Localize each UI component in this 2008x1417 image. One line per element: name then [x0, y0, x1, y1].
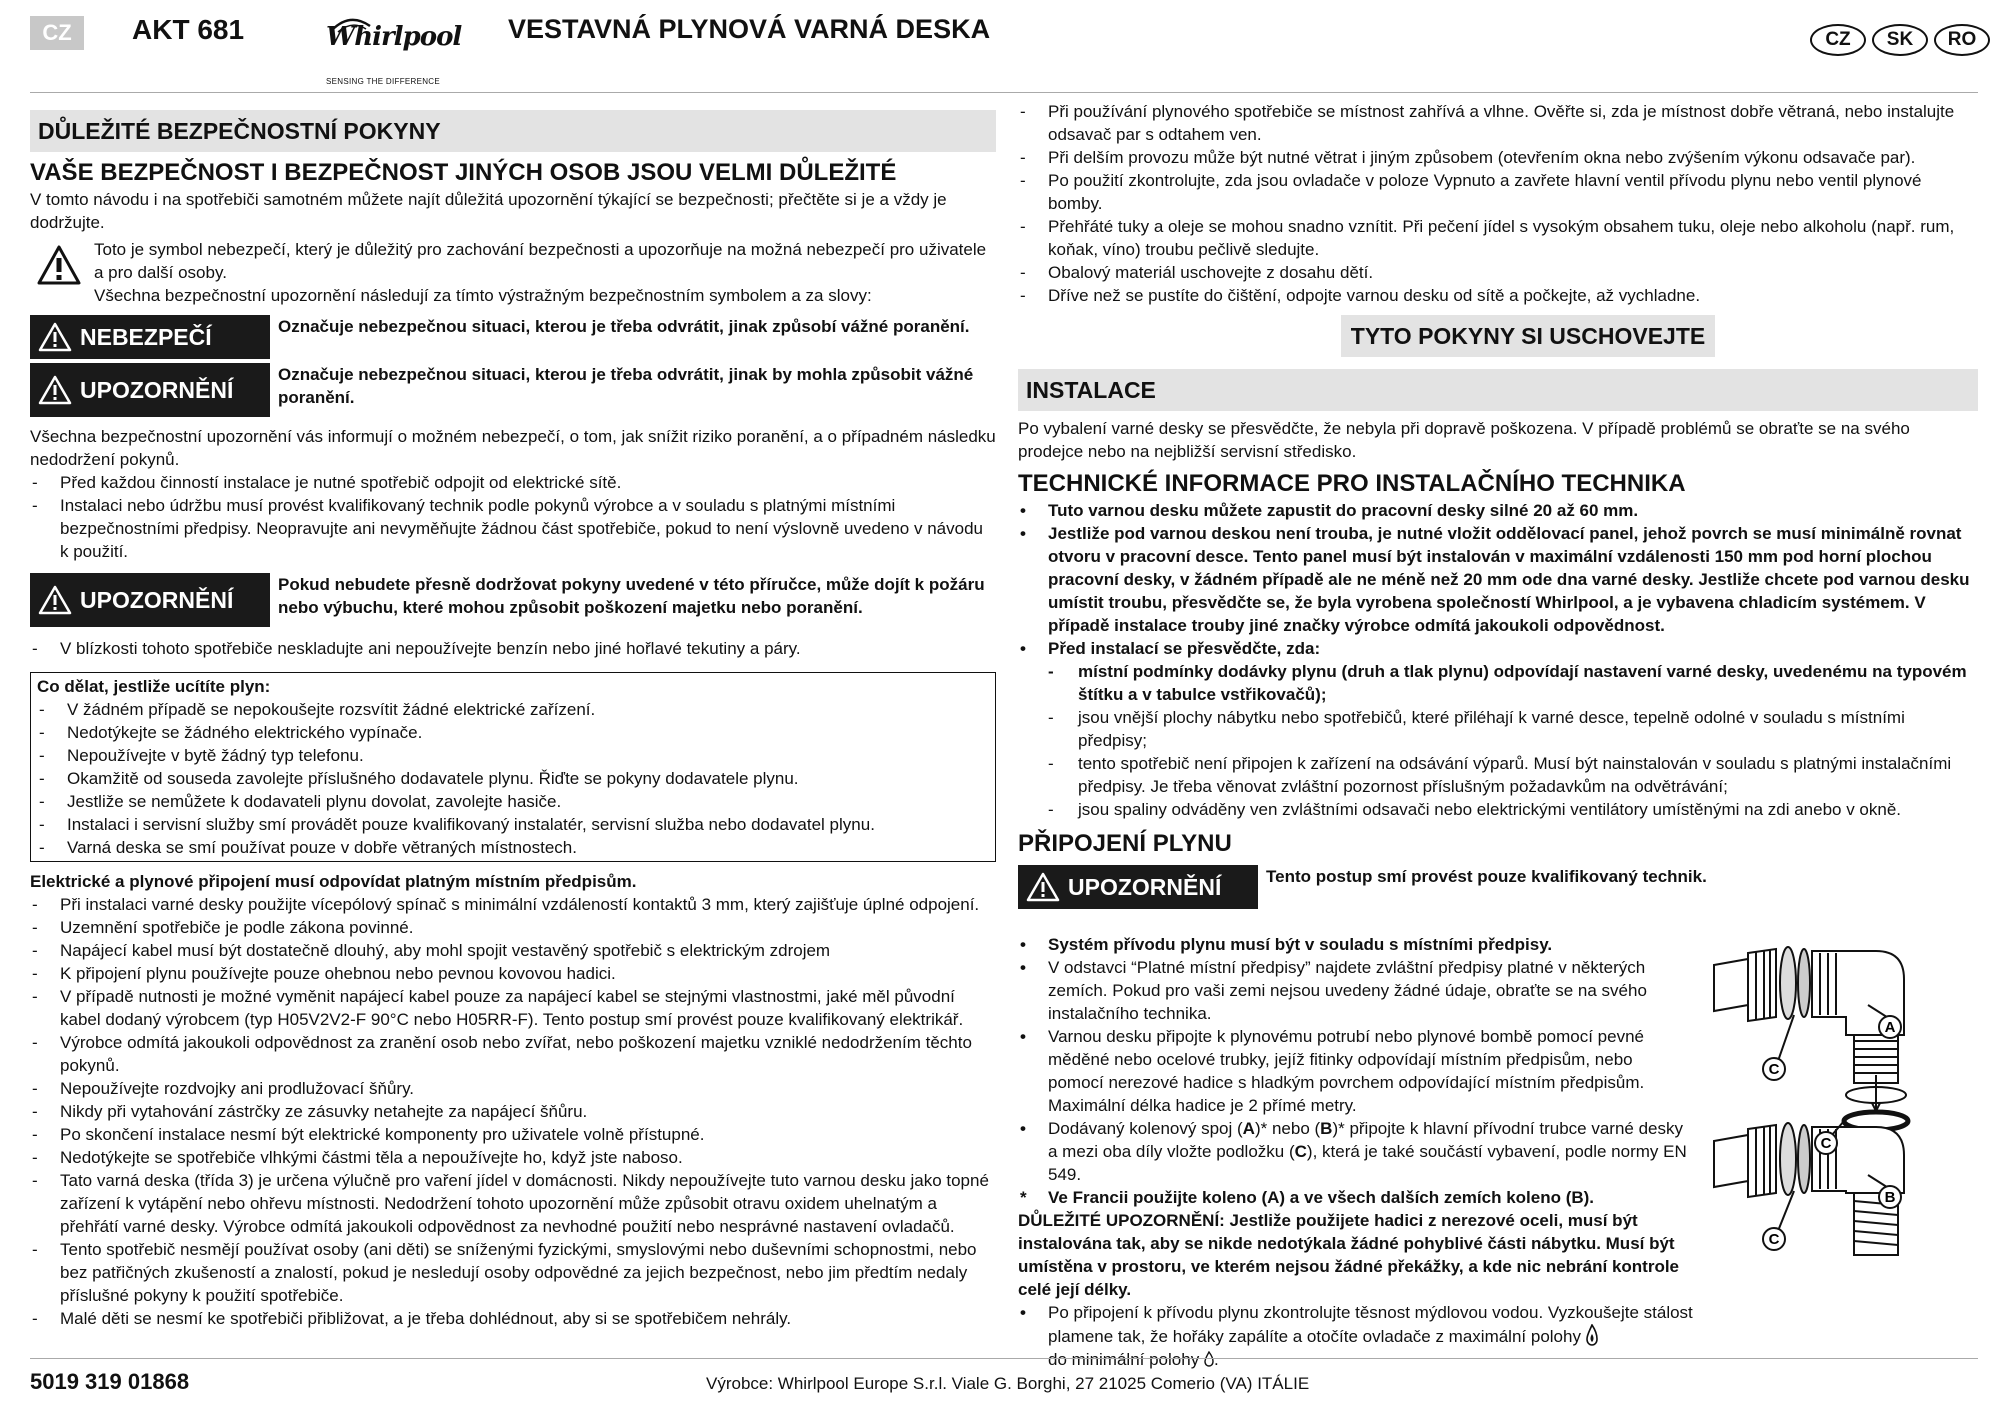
lang-badge-sk: SK: [1872, 24, 1928, 56]
text-fragment: Po připojení k přívodu plynu zkontrolujte těsnost mýdlovou vodou. Vyzkoušejte stálost plamene tak, že hořáky zapálíte a otočíte ovladače z maximální polohy: [1048, 1303, 1693, 1346]
list-item: - jsou vnější plochy nábytku nebo spotřebičů, které přiléhají k varné desce, tepelně odolné v souladu s místními předpisy;: [1018, 706, 1978, 752]
list-item: - Přehřáté tuky a oleje se mohou snadno vznítit. Při pečení jídel s vysokým obsahem tuku, oleje nebo alkoholu (např. rum, koňak, víno) troubu pečlivě sledujte.: [1018, 215, 1978, 261]
diagram-label-b: B: [1884, 1189, 1896, 1206]
list-item: - Výrobce odmítá jakoukoli odpovědnost za zranění osob nebo zvířat, nebo poškození majetku vzniklé nedodržením těchto pokynů.: [30, 1031, 996, 1077]
list-item: - tento spotřebič není připojen k zařízení na odsávání výparů. Musí být nainstalován v souladu s platnými instalačními předpisy. Je třeba věnovat zvláštní pozornost příslušným požadavkům na odvětrávání;: [1018, 752, 1978, 798]
warning-triangle-icon: [38, 375, 72, 405]
list-item: - Po skončení instalace nesmí být elektrické komponenty pro uživatele volně přístupné.: [30, 1123, 996, 1146]
list-item: - jsou spaliny odváděny ven zvláštními odsavači nebo elektrickými ventilátory umístěnými na zdi anebo v okně.: [1018, 798, 1978, 821]
list-item: - V blízkosti tohoto spotřebiče neskladujte ani nepoužívejte benzín nebo jiné hořlavé tekutiny a páry.: [30, 637, 996, 660]
danger-row: [30, 315, 996, 359]
warning2-row: [30, 573, 996, 627]
warning2-text: Pokud nebudete přesně dodržovat pokyny uvedené v této příručce, může dojít k požáru nebo výbuchu, které mohou způsobit poškození majetku nebo poranění.: [278, 575, 985, 617]
list-item: • Varnou desku připojte k plynovému potrubí nebo plynové bombě pomocí pevné měděné nebo ocelové trubky, jejíž fitinky odpovídají místním předpisům, nebo pomocí nerezové hadice s hladkým povrchem odpovídající místním předpisům. Maximální délka hadice je 2 přímé metry.: [1018, 1025, 1690, 1117]
list-item: • V odstavci “Platné místní předpisy” najdete zvláštní předpisy platné v některých zemích. Pokud pro vaši zemi nejsou uvedeny žádné údaje, obraťte se na svého instalačního technika.: [1018, 956, 1690, 1025]
diagram-label-a: A: [1884, 1019, 1896, 1036]
danger-text: Označuje nebezpečnou situaci, kterou je třeba odvrátit, jinak způsobí vážné poranění.: [278, 317, 970, 336]
warning2-label: UPOZORNĚNÍ: [80, 586, 234, 613]
section-title-safety: DŮLEŽITÉ BEZPEČNOSTNÍ POKYNY: [30, 110, 996, 152]
electrical-list: [30, 893, 996, 1330]
lang-badge-ro: RO: [1934, 24, 1990, 56]
list-item: [1018, 1301, 1698, 1371]
gas-warning-label: UPOZORNĚNÍ: [1068, 873, 1222, 900]
warning-row: [30, 363, 996, 417]
symbol-explanation: [30, 238, 996, 307]
ventilation-list: [1018, 100, 1978, 307]
gas-connection-text: [1018, 933, 1690, 1301]
warning-triangle-icon: [38, 585, 72, 615]
whirlpool-logo: [326, 14, 462, 86]
warning-badge: [30, 363, 270, 417]
keep-instructions-title: TYTO POKYNY SI USCHOVEJTE: [1341, 315, 1715, 357]
list-item: - Okamžitě od souseda zavolejte příslušného dodavatele plynu. Řiďte se pokyny dodavatele plynu.: [37, 767, 989, 790]
list-item: - Nepoužívejte v bytě žádný typ telefonu.: [37, 744, 989, 767]
list-item: - Při delším provozu může být nutné větrat i jiným způsobem (otevřením okna nebo zvýšením výkonu odsavače par).: [1018, 146, 1978, 169]
symbol-paragraph-1: Toto je symbol nebezpečí, který je důležitý pro zachování bezpečnosti a upozorňuje na možná nebezpečí pro uživatele a pro další osoby.: [94, 240, 987, 282]
footer-divider: [30, 1358, 1978, 1359]
warning2-badge: [30, 573, 270, 627]
list-item: • Jestliže pod varnou deskou není trouba, je nutné vložit oddělovací panel, jehož povrch se musí minimálně rovnat otvoru v pracovní desce. Tento panel musí být instalován v maximální vzdálenosti 150 mm pod horní plochou pracovní desky, v žádném případě ale ne méně než 20 mm ode dna varné desky. Jestliže chcete pod varnou desku umístit troubu, přesvědčte se, že byla vyrobena společností Whirlpool, a je vybavena chladicím systémem. V případě instalace trouby jiné značky výrobce odmítá jakoukoli odpovědnost.: [1018, 522, 1978, 637]
list-item: [1018, 1117, 1690, 1186]
text-fragment: do minimální polohy: [1048, 1350, 1200, 1369]
list-item: - Při používání plynového spotřebiče se místnost zahřívá a vlhne. Ověřte si, zda je místnost dobře větraná, nebo instalujte odsavač par s odtahem ven.: [1018, 100, 1978, 146]
list-item: - Nepoužívejte rozdvojky ani prodlužovací šňůry.: [30, 1077, 996, 1100]
header-divider: [30, 92, 1978, 93]
symbol-paragraph-2: Všechna bezpečnostní upozornění následují za tímto výstražným bezpečnostním symbolem a za slovy:: [94, 286, 872, 305]
electrical-title: Elektrické a plynové připojení musí odpovídat platným místním předpisům.: [30, 872, 637, 891]
label-b: B: [1320, 1119, 1333, 1138]
warning-text: Označuje nebezpečnou situaci, kterou je třeba odvrátit, jinak by mohla způsobit vážné poranění.: [278, 365, 974, 407]
france-note: [1018, 1186, 1690, 1209]
gas-final-list: [1018, 1301, 1698, 1371]
heading-gas-connection: PŘIPOJENÍ PLYNU: [1018, 830, 1232, 857]
list-item: - Jestliže se nemůžete k dodavateli plynu dovolat, zavolejte hasiče.: [37, 790, 989, 813]
document-number: 5019 319 01868: [30, 1369, 190, 1394]
gas-warning-badge: [1018, 865, 1258, 909]
list-item: - místní podmínky dodávky plynu (druh a tlak plynu) odpovídají nastavení varné desky, uvedenému na typovém štítku a v tabulce vstřikovačů);: [1018, 660, 1978, 706]
list-item: - Malé děti se nesmí ke spotřebiči přibližovat, a je třeba dohlédnout, aby si se spotřebičem nehrály.: [30, 1307, 996, 1330]
right-column: [1018, 100, 1978, 1371]
diagram-label-c2: C: [1820, 1135, 1832, 1152]
label-c: C: [1294, 1142, 1307, 1161]
list-item: - Nikdy při vytahování zástrčky ze zásuvky netahejte za napájecí šňůru.: [30, 1100, 996, 1123]
heading-your-safety: VAŠE BEZPEČNOST I BEZPEČNOST JINÝCH OSOB JSOU VELMI DŮLEŽITÉ: [30, 159, 897, 186]
elbow-joint-diagram: [1708, 935, 1964, 1261]
left-column: [30, 100, 996, 1330]
list-item: - Varná deska se smí používat pouze v dobře větraných místnostech.: [37, 836, 989, 859]
list-item: - K připojení plynu používejte pouze ohebnou nebo pevnou kovovou hadici.: [30, 962, 996, 985]
language-tag: CZ: [30, 16, 84, 50]
gas-warning-row: [1018, 865, 1978, 909]
large-flame-icon: [1586, 1324, 1598, 1346]
list-item: • Tuto varnou desku můžete zapustit do pracovní desky silné 20 až 60 mm.: [1018, 499, 1978, 522]
list-item: - V případě nutnosti je možné vyměnit napájecí kabel pouze za napájecí kabel se stejnými vlastnostmi, jaké měl původní kabel dodaný výrobcem (typ H05V2V2-F 90°C nebo H05RR-F). Tento postup smí provést pouze kvalifikovaný elektrikář.: [30, 985, 996, 1031]
document-title: VESTAVNÁ PLYNOVÁ VARNÁ DESKA: [508, 14, 991, 44]
list-item: - Při instalaci varné desky použijte vícepólový spínač s minimální vzdáleností kontaktů 3 mm, který zajišťuje úplné odpojení.: [30, 893, 996, 916]
text-fragment: )* připojte k hlavní přívodní trubce varné desky a mezi oba díly vložte podložku (: [1048, 1119, 1684, 1161]
diagram-label-c1: C: [1768, 1061, 1780, 1078]
list-item: - Tato varná deska (třída 3) je určena výlučně pro vaření jídel v domácnosti. Nikdy nepoužívejte tuto varnou desku jako topné zařízení k vytápění nebo ohřevu místnosti. Nedodržení tohoto upozornění může způsobit otravu oxidem uhelnatým a přehřátí varné desky. Výrobce odmítá jakoukoli odpovědnost za nevhodné použití nebo nesprávné nastavení ovladačů.: [30, 1169, 996, 1238]
asterisk: *: [1020, 1188, 1027, 1207]
list-item: - Nedotýkejte se spotřebiče vlhkými částmi těla a nepoužívejte ho, když jste naboso.: [30, 1146, 996, 1169]
gas-smell-box: [30, 672, 996, 862]
model-number: AKT 681: [132, 14, 245, 45]
brand-name: Whirlpool: [326, 22, 462, 52]
warning-label: UPOZORNĚNÍ: [80, 376, 234, 403]
france-note-text: Ve Francii použijte koleno (A) a ve všech dalších zemích koleno (B).: [1048, 1188, 1595, 1207]
warning-triangle-icon: [36, 244, 82, 286]
technical-sublist: [1018, 660, 1978, 821]
list-item: • Před instalací se přesvědčte, zda:: [1018, 637, 1978, 660]
manufacturer-address: Výrobce: Whirlpool Europe S.r.l. Viale G. Borghi, 27 21025 Comerio (VA) ITÁLIE: [706, 1374, 1310, 1393]
install-safety-list: [30, 471, 996, 563]
installation-paragraph: Po vybalení varné desky se přesvědčte, že nebyla při dopravě poškozena. V případě problémů se obraťte se na svého prodejce nebo na nejbližší servisní středisko.: [1018, 419, 1910, 461]
danger-badge: [30, 315, 270, 359]
list-item: - Před každou činností instalace je nutné spotřebič odpojit od elektrické sítě.: [30, 471, 996, 494]
list-item: - Uzemnění spotřebiče je podle zákona povinné.: [30, 916, 996, 939]
gas-warning-text: Tento postup smí provést pouze kvalifikovaný technik.: [1266, 867, 1707, 886]
gas-list: [1018, 933, 1690, 1186]
heading-technical-info: TECHNICKÉ INFORMACE PRO INSTALAČNÍHO TECHNIKA: [1018, 470, 1686, 497]
list-item: • Systém přívodu plynu musí být v souladu s místními předpisy.: [1018, 933, 1690, 956]
list-item: - Instalaci nebo údržbu musí provést kvalifikovaný technik podle pokynů výrobce a v souladu s platnými místními bezpečnostními předpisy. Neopravujte ani nevyměňujte žádnou část spotřebiče, pokud to není výslovně uvedeno v návodu k použití.: [30, 494, 996, 563]
page-header: [30, 14, 1978, 94]
flammable-list: [30, 637, 996, 660]
text-fragment: )* nebo (: [1254, 1119, 1321, 1138]
gas-connection-block: [1018, 933, 1978, 1371]
list-item: - Po použití zkontrolujte, zda jsou ovladače v poloze Vypnuto a zavřete hlavní ventil přívodu plynu nebo ventil plynové bomby.: [1018, 169, 1978, 215]
warning-triangle-icon: [1026, 872, 1060, 902]
text-fragment: .: [1213, 1350, 1219, 1369]
text-fragment: ), která je také součástí vybavení, podle normy EN 549.: [1048, 1142, 1687, 1184]
label-a: A: [1242, 1119, 1255, 1138]
list-item: - Instalaci i servisní služby smí provádět pouze kvalifikovaný instalatér, servisní služba nebo dodavatel plynu.: [37, 813, 989, 836]
gas-box-list: [37, 698, 989, 859]
technical-list: [1018, 499, 1978, 660]
list-item: - Dříve než se pustíte do čištění, odpojte varnou desku od sítě a počkejte, až vychladne.: [1018, 284, 1978, 307]
keep-instructions-wrapper: [1018, 315, 1978, 357]
lang-badge-cz: CZ: [1810, 24, 1866, 56]
list-item: - Napájecí kabel musí být dostatečně dlouhý, aby mohl spojit vestavěný spotřebič s elektrickým zdrojem: [30, 939, 996, 962]
text-fragment: Dodávaný kolenový spoj (: [1048, 1119, 1243, 1138]
all-warnings-paragraph: Všechna bezpečnostní upozornění vás informují o možném nebezpečí, o tom, jak snížit riziko poranění, a o případném následku nedodržení pokynů.: [30, 427, 996, 469]
list-item: - Nedotýkejte se žádného elektrického vypínače.: [37, 721, 989, 744]
danger-label: NEBEZPEČÍ: [80, 323, 212, 350]
small-flame-icon: [1204, 1351, 1214, 1367]
gas-box-title: Co dělat, jestliže ucítíte plyn:: [37, 677, 271, 696]
intro-paragraph: V tomto návodu i na spotřebiči samotném můžete najít důležitá upozornění týkající se bezpečnosti; přečtěte si je a vždy je dodržujte.: [30, 190, 947, 232]
section-title-installation: INSTALACE: [1018, 369, 1978, 411]
brand-tagline: SENSING THE DIFFERENCE: [326, 77, 441, 86]
danger-triangle-icon: [38, 322, 72, 352]
list-item: - Tento spotřebič nesmějí používat osoby (ani děti) se sníženými fyzickými, smyslovými nebo duševními schopnostmi, nebo bez patřičných zkušeností a znalostí, pokud je nesledují osoby odpovědné za jejich bezpečnost, nebo jim předtím nedaly příslušné pokyny k použití spotřebiče.: [30, 1238, 996, 1307]
important-note: DŮLEŽITÉ UPOZORNĚNÍ: Jestliže použijete hadici z nerezové oceli, musí být instalována tak, aby se nikde nedotýkala žádné pohyblivé části nábytku. Musí být umístěna v prostoru, ve kterém nejsou žádné překážky, a kde nic nebrání kontrole celé její délky.: [1018, 1211, 1680, 1299]
diagram-label-c3: C: [1768, 1231, 1780, 1248]
list-item: - Obalový materiál uschovejte z dosahu dětí.: [1018, 261, 1978, 284]
list-item: - V žádném případě se nepokoušejte rozsvítit žádné elektrické zařízení.: [37, 698, 989, 721]
